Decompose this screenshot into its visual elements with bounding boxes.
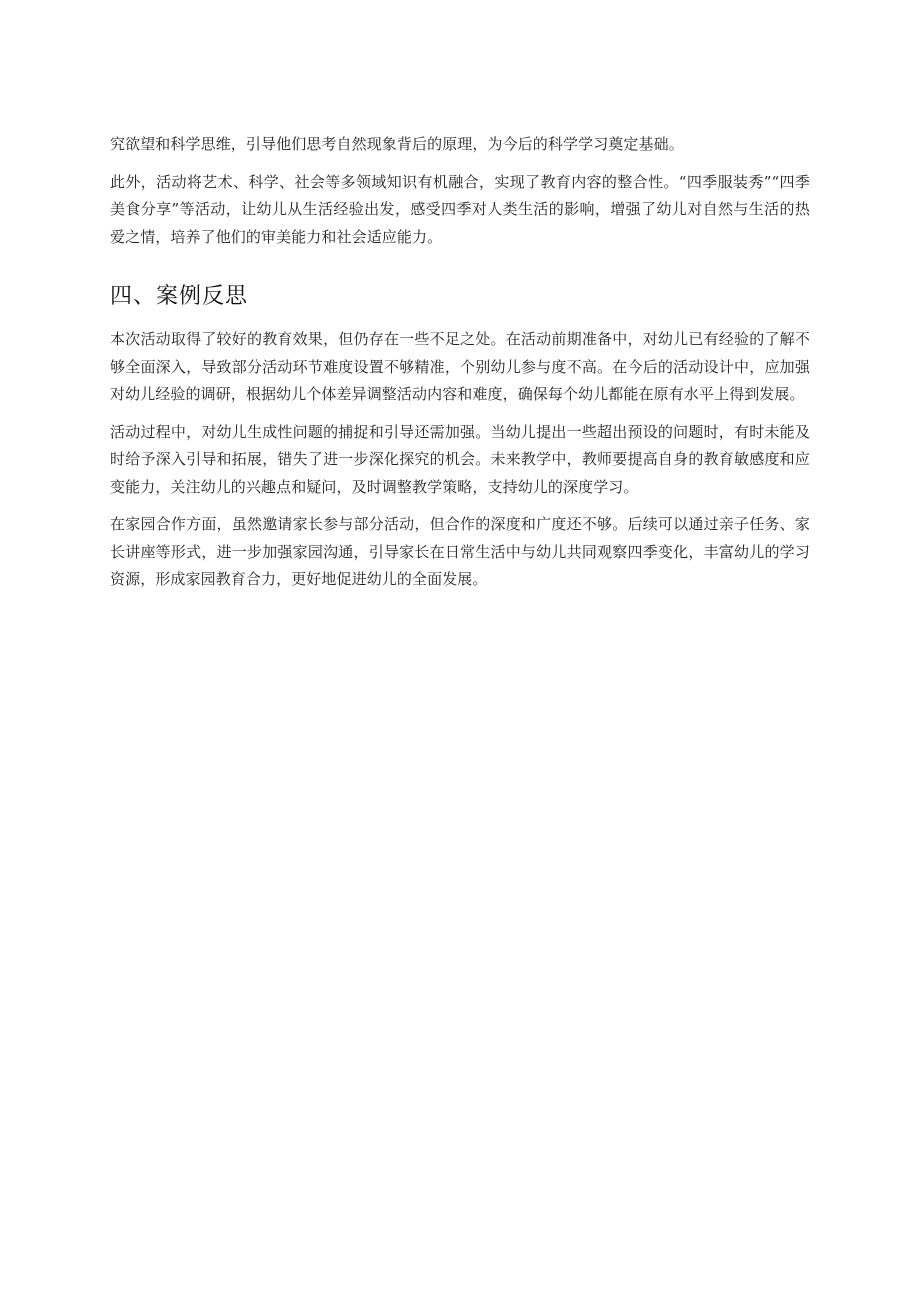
paragraph-reflection-home-school: 在家园合作方面，虽然邀请家长参与部分活动，但合作的深度和广度还不够。后续可以通过亲子任务、家长讲座等形式，进一步加强家园沟通，引导家长在日常生活中与幼儿共同观察四季变化，丰富幼儿的学习资源，形成家园教育合力，更好地促进幼儿的全面发展。	[110, 515, 810, 588]
paragraph-science-thinking: 究欲望和科学思维，引导他们思考自然现象背后的原理，为今后的科学学习奠定基础。	[110, 135, 684, 153]
paragraph-reflection-guidance: 活动过程中，对幼儿生成性问题的捕捉和引导还需加强。当幼儿提出一些超出预设的问题时，有时未能及时给予深入引导和拓展，错失了进一步深化探究的机会。未来教学中，教师要提高自身的教育敏感度和应变能力，关注幼儿的兴趣点和疑问，及时调整教学策略，支持幼儿的深度学习。	[110, 422, 810, 496]
paragraph-reflection-preparation: 本次活动取得了较好的教育效果，但仍存在一些不足之处。在活动前期准备中，对幼儿已有经验的了解不够全面深入，导致部分活动环节难度设置不够精准，个别幼儿参与度不高。在今后的活动设计中，应加强对幼儿经验的调研，根据幼儿个体差异调整活动内容和难度，确保每个幼儿都能在原有水平上得到发展。	[110, 330, 810, 403]
paragraph-integration: 此外，活动将艺术、科学、社会等多领域知识有机融合，实现了教育内容的整合性。“四季服装秀”“四季美食分享”等活动，让幼儿从生活经验出发，感受四季对人类生活的影响，增强了幼儿对自然与生活的热爱之情，培养了他们的审美能力和社会适应能力。	[110, 172, 810, 246]
document-page	[110, 131, 810, 604]
section-heading-case-reflection: 四、案例反思	[110, 284, 249, 309]
